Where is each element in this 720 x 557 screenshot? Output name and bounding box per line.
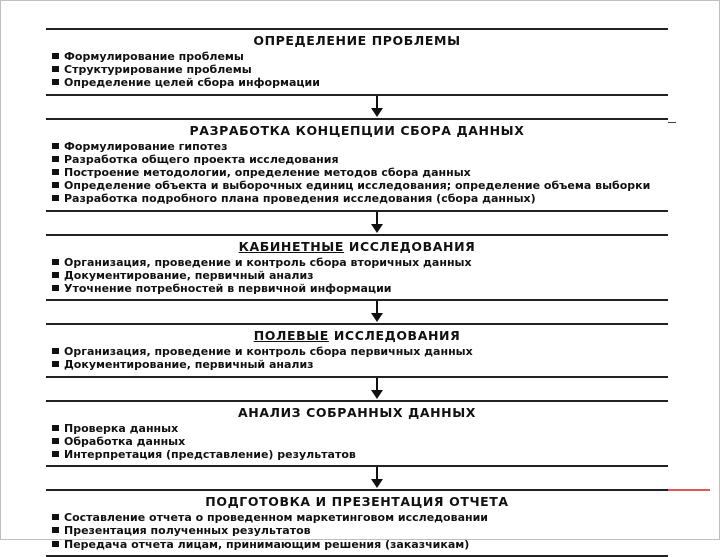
list-item: Определение объекта и выборочных единиц исследования; определение объема выборки bbox=[50, 179, 664, 192]
stage-data-collection-concept bbox=[46, 118, 668, 212]
list-item: Структурирование проблемы bbox=[50, 63, 664, 76]
list-item: Передача отчета лицам, принимающим решения (заказчикам) bbox=[50, 538, 664, 551]
square-bullet-icon bbox=[52, 156, 59, 162]
stage-field-research bbox=[46, 323, 668, 377]
list-item: Разработка подробного плана проведения исследования (сбора данных) bbox=[50, 192, 664, 205]
list-item: Обработка данных bbox=[50, 435, 664, 448]
square-bullet-icon bbox=[52, 425, 59, 431]
square-bullet-icon bbox=[52, 348, 59, 354]
square-bullet-icon bbox=[52, 285, 59, 291]
stage-report bbox=[46, 489, 668, 557]
stage-title: ОПРЕДЕЛЕНИЕ ПРОБЛЕМЫ bbox=[253, 33, 461, 48]
stage-title: КАБИНЕТНЫЕ ИССЛЕДОВАНИЯ bbox=[238, 238, 476, 254]
list-item: Определение целей сбора информации bbox=[50, 76, 664, 89]
list-item: Документирование, первичный анализ bbox=[50, 358, 664, 371]
square-bullet-icon bbox=[52, 143, 59, 149]
list-item: Формулирование проблемы bbox=[50, 50, 664, 63]
stray-mark bbox=[668, 122, 676, 123]
square-bullet-icon bbox=[52, 259, 59, 265]
list-item: Построение методологии, определение методов сбора данных bbox=[50, 166, 664, 179]
stage-problem-definition bbox=[46, 28, 668, 96]
square-bullet-icon bbox=[52, 272, 59, 278]
list-item: Организация, проведение и контроль сбора первичных данных bbox=[50, 345, 664, 358]
square-bullet-icon bbox=[52, 79, 59, 85]
square-bullet-icon bbox=[52, 53, 59, 59]
stage-title: АНАЛИЗ СОБРАННЫХ ДАННЫХ bbox=[237, 404, 477, 420]
square-bullet-icon bbox=[52, 541, 59, 547]
down-arrow-icon bbox=[46, 301, 668, 323]
list-item: Разработка общего проекта исследования bbox=[50, 153, 664, 166]
square-bullet-icon bbox=[52, 438, 59, 444]
square-bullet-icon bbox=[52, 527, 59, 533]
down-arrow-icon bbox=[46, 467, 668, 489]
square-bullet-icon bbox=[52, 195, 59, 201]
stage-title: РАЗРАБОТКА КОНЦЕПЦИИ СБОРА ДАННЫХ bbox=[189, 122, 525, 138]
stage-data-analysis bbox=[46, 400, 668, 468]
list-item: Организация, проведение и контроль сбора вторичных данных bbox=[50, 256, 664, 269]
square-bullet-icon bbox=[52, 361, 59, 367]
square-bullet-icon bbox=[52, 514, 59, 520]
list-item: Составление отчета о проведенном маркетинговом исследовании bbox=[50, 511, 664, 524]
down-arrow-icon bbox=[46, 378, 668, 400]
square-bullet-icon bbox=[52, 66, 59, 72]
down-arrow-icon bbox=[46, 212, 668, 234]
list-item: Формулирование гипотез bbox=[50, 140, 664, 153]
down-arrow-icon bbox=[46, 96, 668, 118]
stage-title: ПОДГОТОВКА И ПРЕЗЕНТАЦИЯ ОТЧЕТА bbox=[205, 494, 509, 510]
stage-title: ПОЛЕВЫЕ ИССЛЕДОВАНИЯ bbox=[253, 328, 461, 344]
square-bullet-icon bbox=[52, 182, 59, 188]
research-process-flowchart bbox=[46, 28, 668, 557]
square-bullet-icon bbox=[52, 169, 59, 175]
stage-desk-research bbox=[46, 234, 668, 302]
list-item: Уточнение потребностей в первичной информации bbox=[50, 282, 664, 295]
list-item: Документирование, первичный анализ bbox=[50, 269, 664, 282]
square-bullet-icon bbox=[52, 451, 59, 457]
list-item: Презентация полученных результатов bbox=[50, 524, 664, 537]
list-item: Проверка данных bbox=[50, 422, 664, 435]
list-item: Интерпретация (представление) результатов bbox=[50, 448, 664, 461]
